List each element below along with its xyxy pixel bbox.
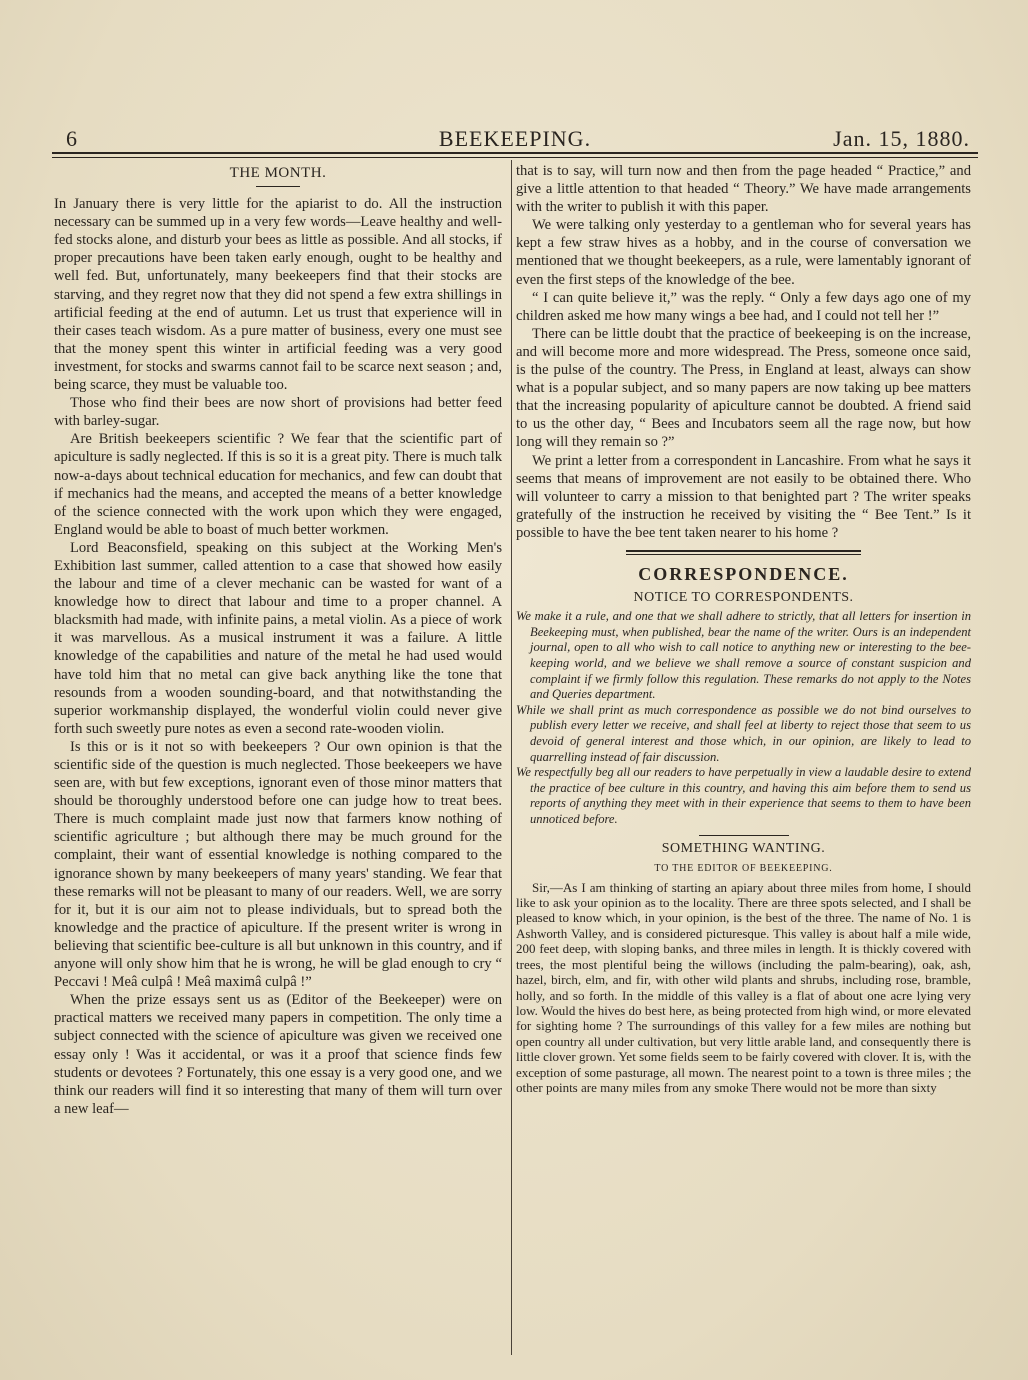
section-rule-thick xyxy=(626,550,861,552)
notice-item: While we shall print as much correspondence as possible we do not bind ourselves to publish every letter we receive, and shall feel at liberty to reject those that seem to us devoid of general interest and those which, in our opinion, are likely to lead to quarrelling instead of fair discussion. xyxy=(516,702,971,764)
page-header xyxy=(52,126,978,152)
paragraph: In January there is very little for the apiarist to do. All the instruction necessary can be summed up in a very few words—Leave healthy and well-fed stocks alone, and disturb your bees as little as possible. And all stocks, if proper precautions have been taken early enough, ought to be healthy and well fed. But, unfortunately, many beekeepers find that their stocks are starving, and they regret now that they did not spend a few extra shillings in artificial feeding at the end of autumn. Let us trust that experience will in their cases teach wisdom. As a pure matter of business, every one must see that the money spent this winter in artificial feeding was a very good investment, for stocks and swarms cannot fail to be scarce next season ; and, being scarce, they must be valuable too. xyxy=(54,196,502,394)
paragraph: We were talking only yesterday to a gentleman who for several years has kept a few straw hives as a hobby, and in the course of conversation we mentioned that we thought beekeepers, as a rule, were lamentably ignorant of even the first steps of the knowledge of the bee. xyxy=(516,217,971,288)
paragraph: Is this or is it not so with beekeepers ? Our own opinion is that the scientific side of the question is much neglected. Those beekeepers we have seen are, with but few exceptions, ignorant even of those minor matters that should be thoroughly understood before one can judge how to treat bees. There is much complaint made just now that farmers know nothing of scientific agriculture ; but although there may be much ground for the complaint, their want of essential knowledge is nothing compared to the ignorance shown by many beekeepers of many years' standing. We fear that these remarks will not be pleasant to many of our readers. Well, we are sorry for it, but it is our aim not to please individuals, but to spread both the knowledge and the practice of apiculture. If the present writer is wrong in believing that scientific bee-culture is all but unknown in this country, and if anyone will only show him that he is wrong, he will be glad enough to cry “ Peccavi ! Meâ culpâ ! Meâ maximâ culpâ !” xyxy=(54,738,502,991)
right-column xyxy=(516,162,971,1095)
issue-date: Jan. 15, 1880. xyxy=(833,126,970,151)
paragraph: Those who find their bees are now short of provisions had better feed with barley-sugar. xyxy=(54,395,502,430)
letter-text: Sir,—As I am thinking of starting an apiary about three miles from home, I should like to ask your opinion as to the locality. There are three spots selected, and I shall be pleased to know which, in your opinion, is the best of the three. The name of No. 1 is Ashworth Valley, and is considered picturesque. This valley is about half a mile wide, 200 feet deep, with sloping banks, and three miles in length. It is thickly covered with trees, the most plentiful being the willows (including the palm-bearing), oak, ash, hazel, birch, elm, and fir, with other wild plants and shrubs, including rose, bramble, holly, and so forth. In the middle of this valley is a flat of about one acre lying very low. Would the hives do best here, as being protected from high wind, or more elevated for sighting home ? The surroundings of this valley for a few miles are nothing but open country all under cultivation, but very little arable land, and consequently there is little clover grown. Yet some fields seem to be fairly covered with clover. It is, with the exception of some pasturage, all mown. The nearest point to a town is three miles ; the other points are many miles from any smoke There would not be more than sixty xyxy=(516,879,971,1095)
journal-title: BEEKEEPING. xyxy=(438,126,592,151)
letter-body xyxy=(516,880,971,1096)
letter-addressee: TO THE EDITOR OF BEEKEEPING. xyxy=(654,862,833,874)
section-rule-thin xyxy=(626,554,861,555)
header-rule xyxy=(52,152,978,154)
paragraph: There can be little doubt that the practice of beekeeping is on the increase, and will become more and more widespread. The Press, someone once said, is the pulse of the country. The Press, in England at least, always can show what is a popular subject, and so many papers are now taking up bee matters that the increasing popularity of apiculture cannot be doubted. A friend said to us the other day, “ Bees and Incubators seem all the rage now, but how long will they remain so ?” xyxy=(516,325,971,451)
left-column xyxy=(54,162,502,1118)
letter-rule xyxy=(699,835,789,836)
paragraph: that is to say, will turn now and then from the page headed “ Practice,” and give a little attention to that headed “ Theory.” We have made arrangements with the writer to publish it with this paper. xyxy=(516,163,971,216)
section-title: THE MONTH. xyxy=(229,165,327,181)
column-divider xyxy=(511,160,512,1355)
paragraph: Lord Beaconsfield, speaking on this subject at the Working Men's Exhibition last summer, called attention to a case that showed how easily the labour and time of a clever mechanic can be wasted for want of a knowledge how to direct that labour and time to a proper channel. A blacksmith had made, with infinite pains, a metal violin. As a piece of work it was marvellous. As a musical instrument it was a failure. A little knowledge of the capabilities and nature of the metal he had used would have told him that no metal can give back anything like the tone that resounds from a wooden sounding-board, and that notwithstanding the superior workmanship displayed, the wonderful violin could never give forth such sweetly pure notes as even a second rate-wooden violin. xyxy=(54,539,502,737)
paragraph: We print a letter from a correspondent in Lancashire. From what he says it seems that means of improvement are not easily to be obtained there. Who will volunteer to carry a mission to that benighted part ? The writer speaks gratefully of the instruction he received by visiting the “ Bee Tent.” Is it possible to have the bee tent taken nearer to his home ? xyxy=(516,452,971,541)
header-rule-thin xyxy=(52,157,978,158)
page-number: 6 xyxy=(66,126,77,151)
correspondence-title: CORRESPONDENCE. xyxy=(638,563,849,584)
notice-block xyxy=(516,609,971,827)
paragraph: Are British beekeepers scientific ? We fear that the scientific part of apiculture is sadly neglected. If this is so it is a great pity. There is much talk now-a-days about technical education for mechanics, and few can doubt that if mechanics had the means, and accepted the means of a better knowledge of the science connected with the work upon which they were engaged, England would be able to boast of much better workmen. xyxy=(54,431,502,538)
notice-item: We make it a rule, and one that we shall adhere to strictly, that all letters for insertion in Beekeeping must, when published, bear the name of the writer. Ours is an independent journal, open to all who wish to call notice to anything new or interesting to the bee-keeping world, and we believe we shall remove a source of constant suspicion and complaint if we firmly follow this regulation. These remarks do not apply to the Notes and Queries department. xyxy=(516,609,971,702)
letter-title: SOMETHING WANTING. xyxy=(661,841,826,857)
notice-item: We respectfully beg all our readers to have perpetually in view a laudable desire to extend the practice of bee culture in this country, and having this aim before them to send us reports of anything they meet with in their experience that seems to them to have been unnoticed before. xyxy=(516,765,971,826)
paragraph: “ I can quite believe it,” was the reply. “ Only a few days ago one of my children asked me how many wings a bee had, and I could not tell her !” xyxy=(516,289,971,324)
paragraph: When the prize essays sent us as (Editor of the Beekeeper) were on practical matters we received many papers in competition. The only time a subject connected with the science of apiculture was given we received one essay only ! Was it accidental, or was it a proof that science finds few students or devotees ? Fortunately, this one essay is a very good one, and we think our readers will find it so interesting that many of them will turn over a new leaf— xyxy=(54,992,502,1117)
notice-title: NOTICE TO CORRESPONDENTS. xyxy=(633,590,854,606)
section-rule xyxy=(256,186,300,187)
